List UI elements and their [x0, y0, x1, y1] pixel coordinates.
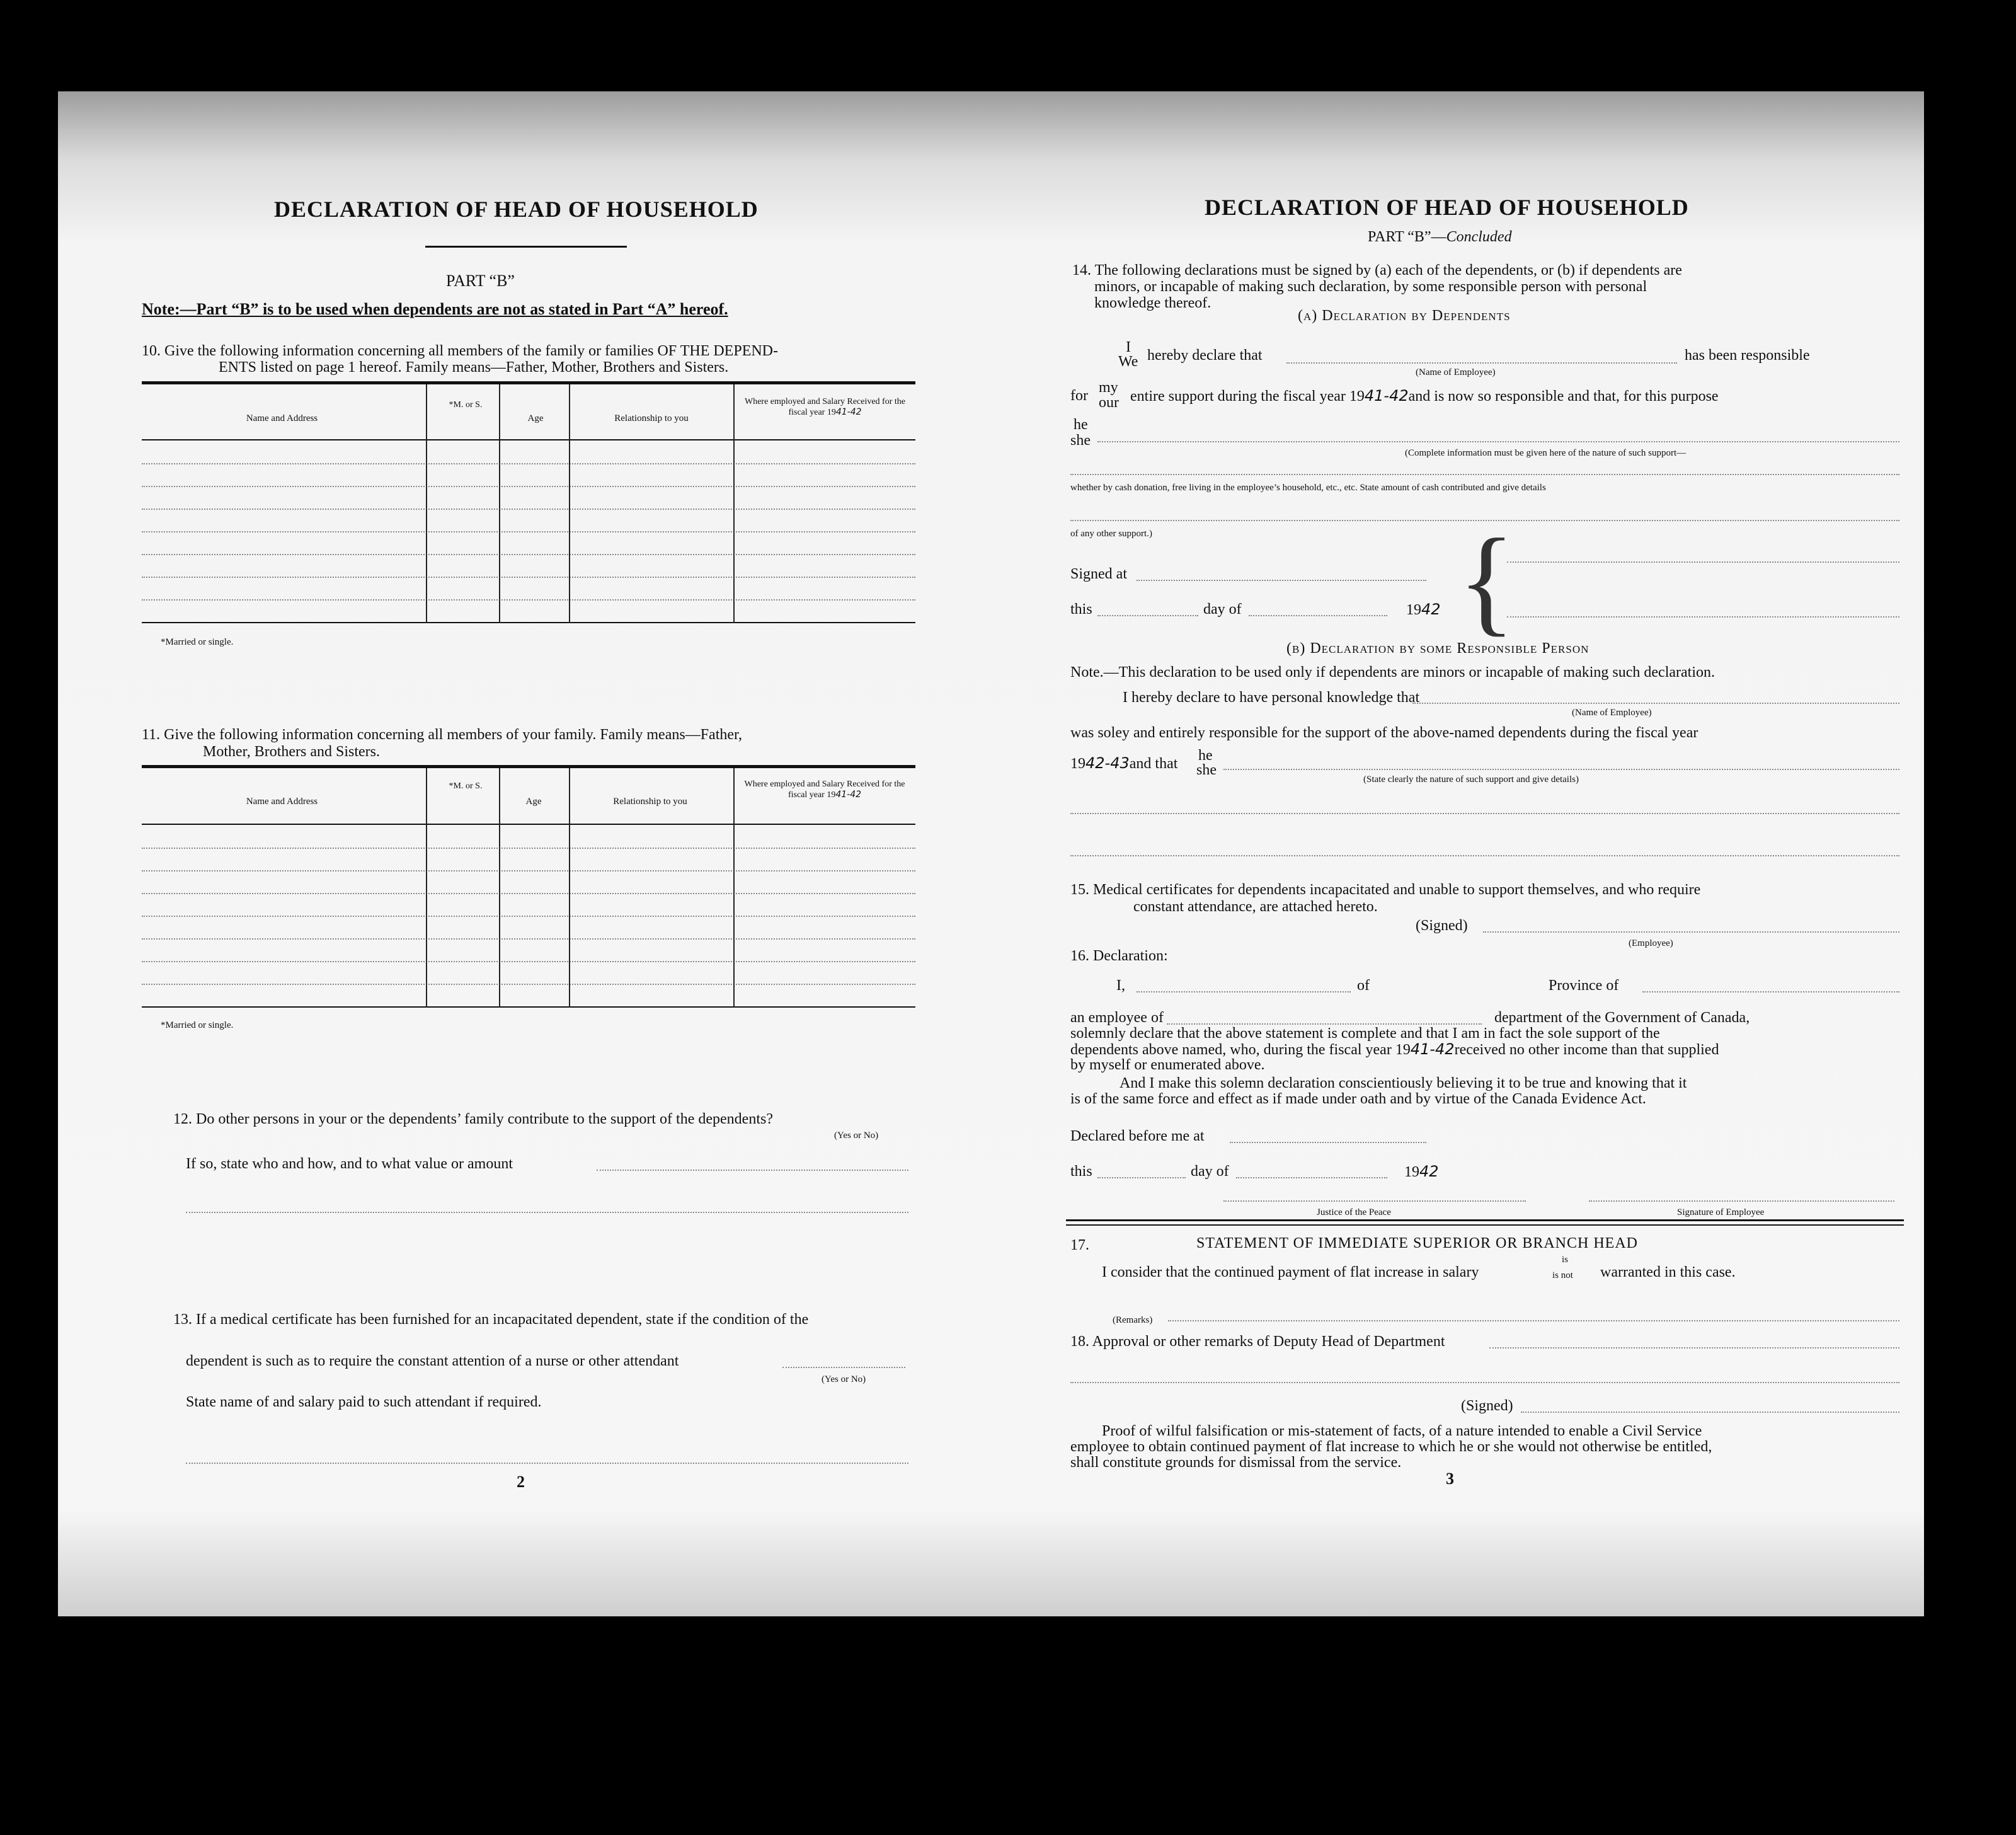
q17-warranted-text: warranted in this case. [1600, 1264, 1736, 1280]
table2-col-divider [499, 768, 500, 1008]
signature-brace: { [1458, 515, 1516, 647]
dependent-signature-line[interactable] [1507, 561, 1899, 563]
q13-answer-line[interactable] [782, 1367, 905, 1368]
remarks-line[interactable] [1168, 1320, 1899, 1321]
q11-text-line1: 11. Give the following information concerning all members of your family. Family means—Father, [142, 727, 743, 743]
table1-top-rule [142, 381, 915, 384]
solemnly-year: 41-42 [1410, 1040, 1455, 1058]
proof-text-2: employee to obtain continued payment of flat increase to which he or she would not otherwise be entitled, [1070, 1439, 1712, 1455]
year-b: 42-43 [1085, 754, 1130, 772]
employee-name-line-b[interactable] [1412, 703, 1899, 704]
right-page-title: DECLARATION OF HEAD OF HOUSEHOLD [1205, 195, 1689, 220]
signed-at-label: Signed at [1070, 566, 1127, 582]
i-we-option-i: I [1126, 339, 1131, 355]
solely-responsible-text: was soley and entirely responsible for the support of the above-named dependents during the fiscal year [1070, 725, 1698, 741]
is-option: is [1562, 1255, 1569, 1265]
q10-text-line1: 10. Give the following information concerning all members of the family or families OF THE DEPEND- [142, 343, 779, 359]
table1-bottom-rule [142, 622, 915, 623]
q17-consider-text: I consider that the continued payment of flat increase in salary [1102, 1264, 1479, 1280]
signed-label-2: (Signed) [1461, 1398, 1513, 1414]
table1-row[interactable] [142, 531, 915, 532]
declared-before-label: Declared before me at [1070, 1128, 1205, 1144]
q12-text: 12. Do other persons in your or the dependents’ family contribute to the support of the dependents? [173, 1111, 773, 1127]
table2-row[interactable] [142, 984, 915, 985]
this-label-2: this [1070, 1163, 1092, 1180]
employee-signature-line[interactable] [1483, 931, 1899, 933]
province-line[interactable] [1642, 991, 1899, 992]
deputy-signature-line[interactable] [1521, 1412, 1899, 1413]
this-label: this [1070, 601, 1092, 618]
table2-header-rule [142, 824, 915, 825]
section-b-heading: (b) Declaration by some Responsible Person [1286, 640, 1589, 657]
table2-col-divider [426, 768, 427, 1008]
name-of-employee-caption-b: (Name of Employee) [1572, 708, 1652, 718]
is-not-option: is not [1552, 1270, 1573, 1280]
signature-of-employee-caption: Signature of Employee [1677, 1207, 1765, 1217]
i-comma-label: I, [1116, 977, 1125, 994]
q13-yes-no-hint: (Yes or No) [822, 1374, 866, 1384]
table2-bottom-rule [142, 1006, 915, 1008]
q17-title: STATEMENT OF IMMEDIATE SUPERIOR OR BRANCH HEAD [1196, 1235, 1639, 1251]
table1-col-rel: Relationship to you [614, 413, 689, 423]
solemnly-text-3: by myself or enumerated above. [1070, 1057, 1265, 1073]
table1-col-divider [499, 384, 500, 623]
dependent-signature-line[interactable] [1507, 616, 1899, 618]
for-text: for [1070, 388, 1088, 404]
right-part-label: PART “B”—Concluded [1368, 229, 1512, 245]
table2-col-age: Age [525, 797, 542, 807]
part-concluded: Concluded [1446, 229, 1512, 245]
left-page-number: 2 [517, 1473, 525, 1491]
solemnly-text-1: solemnly declare that the above statement is complete and that I am in fact the sole support of the [1070, 1025, 1660, 1042]
table1-col-divider [426, 384, 427, 623]
name-of-employee-caption: (Name of Employee) [1416, 367, 1496, 377]
q12-yes-no-hint: (Yes or No) [834, 1130, 879, 1141]
q12-answer-line[interactable] [597, 1170, 908, 1171]
other-support-caption: of any other support.) [1070, 529, 1152, 539]
sign-year: 42 [1421, 601, 1441, 618]
declared-place-line[interactable] [1230, 1142, 1426, 1143]
she-option: she [1070, 432, 1091, 449]
table2-footnote: *Married or single. [161, 1020, 234, 1030]
table2-salary-year: 41-42 [835, 790, 862, 800]
employee-caption: (Employee) [1629, 938, 1673, 948]
has-been-responsible-text: has been responsible [1685, 347, 1810, 364]
table2-row[interactable] [142, 848, 915, 849]
table1-row[interactable] [142, 577, 915, 578]
table2-row[interactable] [142, 870, 915, 871]
section-divider [1066, 1224, 1904, 1226]
day-line[interactable] [1097, 615, 1198, 616]
table1-salary-year: 41-42 [835, 407, 862, 417]
she-option-b: she [1196, 762, 1217, 778]
personal-knowledge-text: I hereby declare to have personal knowledge that [1123, 689, 1420, 706]
table1-row[interactable] [142, 509, 915, 510]
day-of-label: day of [1203, 601, 1242, 618]
declared-day-line[interactable] [1097, 1177, 1186, 1178]
table1-col-divider [733, 384, 735, 623]
and-i-make-text-1: And I make this solemn declaration conscientiously believing it to be true and knowing that it [1120, 1075, 1687, 1091]
our-option: our [1099, 394, 1119, 411]
signed-at-line[interactable] [1137, 580, 1426, 581]
table2-col-divider [569, 768, 570, 1008]
an-employee-of-label: an employee of [1070, 1010, 1164, 1026]
table1-col-age: Age [527, 413, 544, 423]
he-option-b: he [1198, 747, 1213, 764]
table1-col-name: Name and Address [246, 413, 318, 423]
remarks-label: (Remarks) [1113, 1315, 1153, 1325]
note-b-text: Note.—This declaration to be used only if dependents are minors or incapable of making such declaration. [1070, 664, 1715, 681]
part-b-note: Note:—Part “B” is to be used when dependents are not as stated in Part “A” hereof. [142, 300, 728, 318]
year-19-label-2: 1942 [1404, 1163, 1439, 1180]
q14-text-line2: minors, or incapable of making such declaration, by some responsible person with personal [1094, 279, 1647, 295]
q14-text-line1: 14. The following declarations must be signed by (a) each of the dependents, or (b) if dependents are [1072, 262, 1682, 279]
justice-signature-line[interactable] [1223, 1200, 1526, 1202]
day-of-label-2: day of [1191, 1163, 1229, 1180]
section-a-heading: (a) Declaration by Dependents [1298, 308, 1511, 324]
q15-text-line1: 15. Medical certificates for dependents incapacitated and unable to support themselves, and who require [1070, 882, 1701, 898]
q13-text-line2: dependent is such as to require the constant attention of a nurse or other attendant [186, 1353, 679, 1369]
table2-col-ms: *M. or S. [449, 781, 483, 791]
support-nature-line[interactable] [1070, 855, 1899, 856]
table1-row[interactable] [142, 486, 915, 487]
table2-row[interactable] [142, 938, 915, 940]
q16-label: 16. Declaration: [1070, 948, 1168, 964]
title-underline [425, 246, 627, 248]
he-option: he [1074, 417, 1088, 433]
q13-answer-line[interactable] [186, 1463, 908, 1464]
table1-col-salary: Where employed and Salary Received for the fiscal year 1941-42 [744, 397, 905, 417]
proof-text-3: shall constitute grounds for dismissal from the service. [1070, 1454, 1402, 1471]
q14-text-line3: knowledge thereof. [1094, 295, 1211, 311]
fiscal-year-b: 1942-43and that [1070, 754, 1178, 772]
support-nature-line[interactable] [1223, 769, 1899, 770]
table1-header-rule [142, 439, 915, 440]
entire-support-text: entire support during the fiscal year 1941-42and is now so responsible and that, for this purpose [1130, 387, 1719, 405]
left-page-title: DECLARATION OF HEAD OF HOUSEHOLD [274, 197, 759, 222]
declared-month-line[interactable] [1236, 1177, 1387, 1178]
month-line[interactable] [1249, 615, 1387, 616]
proof-text-1: Proof of wilful falsification or mis-statement of facts, of a nature intended to enable a Civil Service [1102, 1423, 1702, 1439]
solemnly-text-2: dependents above named, who, during the fiscal year 1941-42received no other income than that supplied [1070, 1040, 1719, 1058]
table2-row[interactable] [142, 893, 915, 894]
employee-signature-line-2[interactable] [1589, 1200, 1894, 1202]
table1-col-divider [569, 384, 570, 623]
q17-number: 17. [1070, 1237, 1089, 1253]
q18-answer-line[interactable] [1489, 1347, 1899, 1349]
support-details-line[interactable] [1097, 441, 1899, 442]
table1-footnote: *Married or single. [161, 637, 234, 647]
q18-text: 18. Approval or other remarks of Deputy Head of Department [1070, 1333, 1445, 1350]
support-year: 41-42 [1364, 387, 1409, 405]
table1-col-ms: *M. or S. [449, 400, 483, 410]
section-divider [1066, 1219, 1904, 1221]
q13-text-line1: 13. If a medical certificate has been furnished for an incapacitated dependent, state if the condition of the [173, 1311, 809, 1328]
year-19-label: 1942 [1406, 601, 1441, 618]
left-part-label: PART “B” [446, 272, 515, 290]
and-i-make-text-2: is of the same force and effect as if made under oath and by virtue of the Canada Evidence Act. [1070, 1091, 1646, 1107]
of-label: of [1357, 977, 1370, 994]
table2-row[interactable] [142, 916, 915, 917]
table1-row[interactable] [142, 599, 915, 601]
justice-of-peace-caption: Justice of the Peace [1317, 1207, 1391, 1217]
support-details-line[interactable] [1070, 474, 1899, 475]
table1-row[interactable] [142, 554, 915, 555]
declared-year: 42 [1419, 1163, 1439, 1180]
table2-col-rel: Relationship to you [613, 797, 687, 807]
state-clearly-caption: (State clearly the nature of such support and give details) [1363, 774, 1579, 785]
my-option: my [1099, 379, 1118, 396]
q12-if-so: If so, state who and how, and to what value or amount [186, 1156, 513, 1172]
i-we-option-we: We [1118, 354, 1138, 370]
complete-info-caption: (Complete information must be given here of the nature of such support— [1405, 448, 1687, 458]
table2-col-divider [733, 768, 735, 1008]
q13-text-line3: State name of and salary paid to such attendant if required. [186, 1394, 542, 1410]
table1-row[interactable] [142, 463, 915, 464]
signed-label: (Signed) [1416, 918, 1468, 934]
whether-by-cash-caption: whether by cash donation, free living in the employee’s household, etc., etc. State amount of cash contributed and give details [1070, 483, 1546, 493]
table2-row[interactable] [142, 961, 915, 962]
q15-text-line2: constant attendance, are attached hereto. [1133, 899, 1378, 915]
support-nature-line[interactable] [1070, 813, 1899, 814]
declarant-name-line[interactable] [1137, 991, 1351, 992]
q10-text-line2: ENTS listed on page 1 hereof. Family means—Father, Mother, Brothers and Sisters. [219, 359, 729, 376]
scanned-form-sheet [58, 91, 1924, 1616]
hereby-declare-text: hereby declare that [1147, 347, 1263, 364]
q11-text-line2: Mother, Brothers and Sisters. [203, 744, 381, 760]
department-of-government: department of the Government of Canada, [1494, 1010, 1750, 1026]
q18-answer-line[interactable] [1070, 1382, 1899, 1383]
table2-col-name: Name and Address [246, 797, 318, 807]
table2-top-rule [142, 765, 915, 768]
province-of-label: Province of [1549, 977, 1619, 994]
q12-answer-line[interactable] [186, 1212, 908, 1213]
right-page-number: 3 [1446, 1470, 1454, 1488]
table2-col-salary: Where employed and Salary Received for the fiscal year 1941-42 [744, 779, 905, 800]
